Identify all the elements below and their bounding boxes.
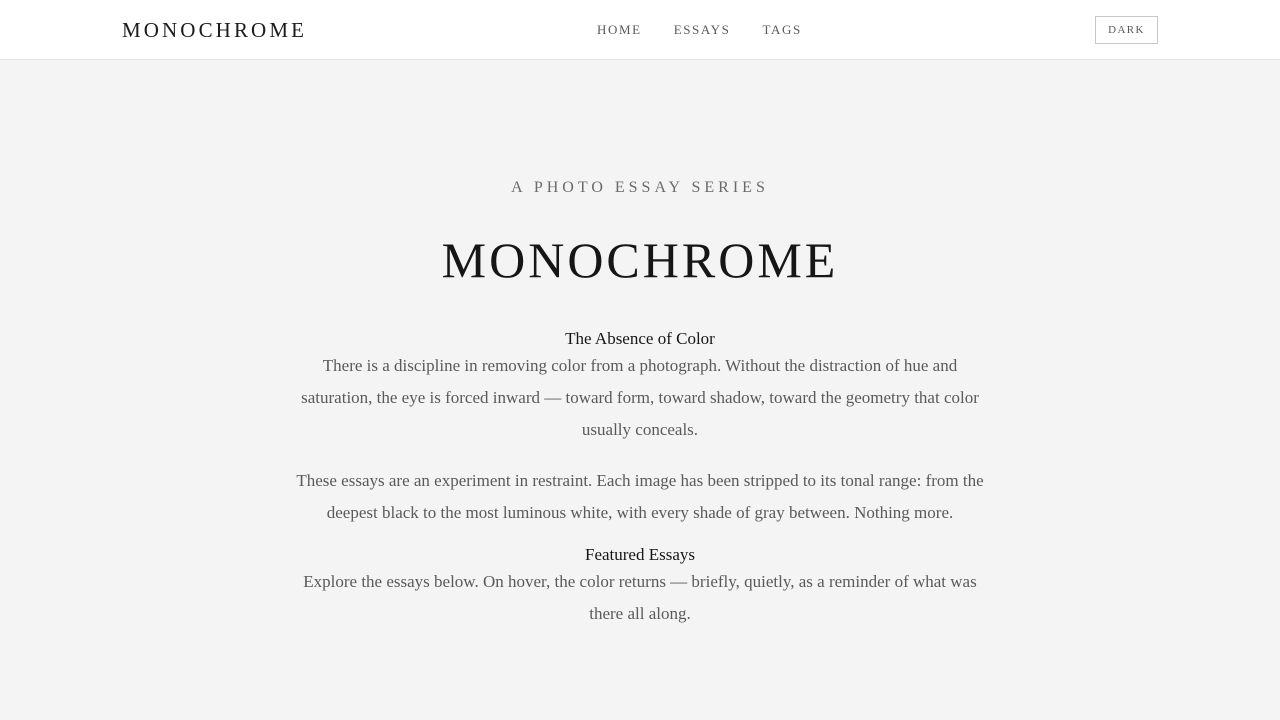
intro-heading: The Absence of Color [565, 329, 715, 348]
site-logo[interactable]: MONOCHROME [122, 18, 308, 42]
nav-tags-link[interactable]: TAGS [762, 22, 802, 37]
main-nav [597, 22, 802, 38]
nav-essays-link[interactable]: ESSAYS [673, 22, 731, 37]
page-title: MONOCHROME [441, 232, 839, 288]
dark-mode-toggle-button[interactable]: DARK [1095, 16, 1158, 44]
nav-home-link[interactable]: HOME [597, 22, 642, 37]
intro-paragraph-2: These essays are an experiment in restraint. Each image has been stripped to its tonal range: from the deepest black to the most luminous white, with every shade of gray between. Nothing more. [296, 471, 984, 522]
site-header [0, 0, 1280, 60]
featured-essays-heading: Featured Essays [584, 545, 695, 564]
intro-paragraph-1: There is a discipline in removing color from a photograph. Without the distraction of hue and saturation, the eye is forced inward — toward form, toward shadow, toward the geometry that color usually conceals. [301, 356, 979, 439]
intro-content [290, 328, 990, 630]
featured-essays-paragraph: Explore the essays below. On hover, the color returns — briefly, quietly, as a reminder of what was there all along. [303, 572, 977, 623]
hero-kicker: A PHOTO ESSAY SERIES [511, 179, 769, 196]
